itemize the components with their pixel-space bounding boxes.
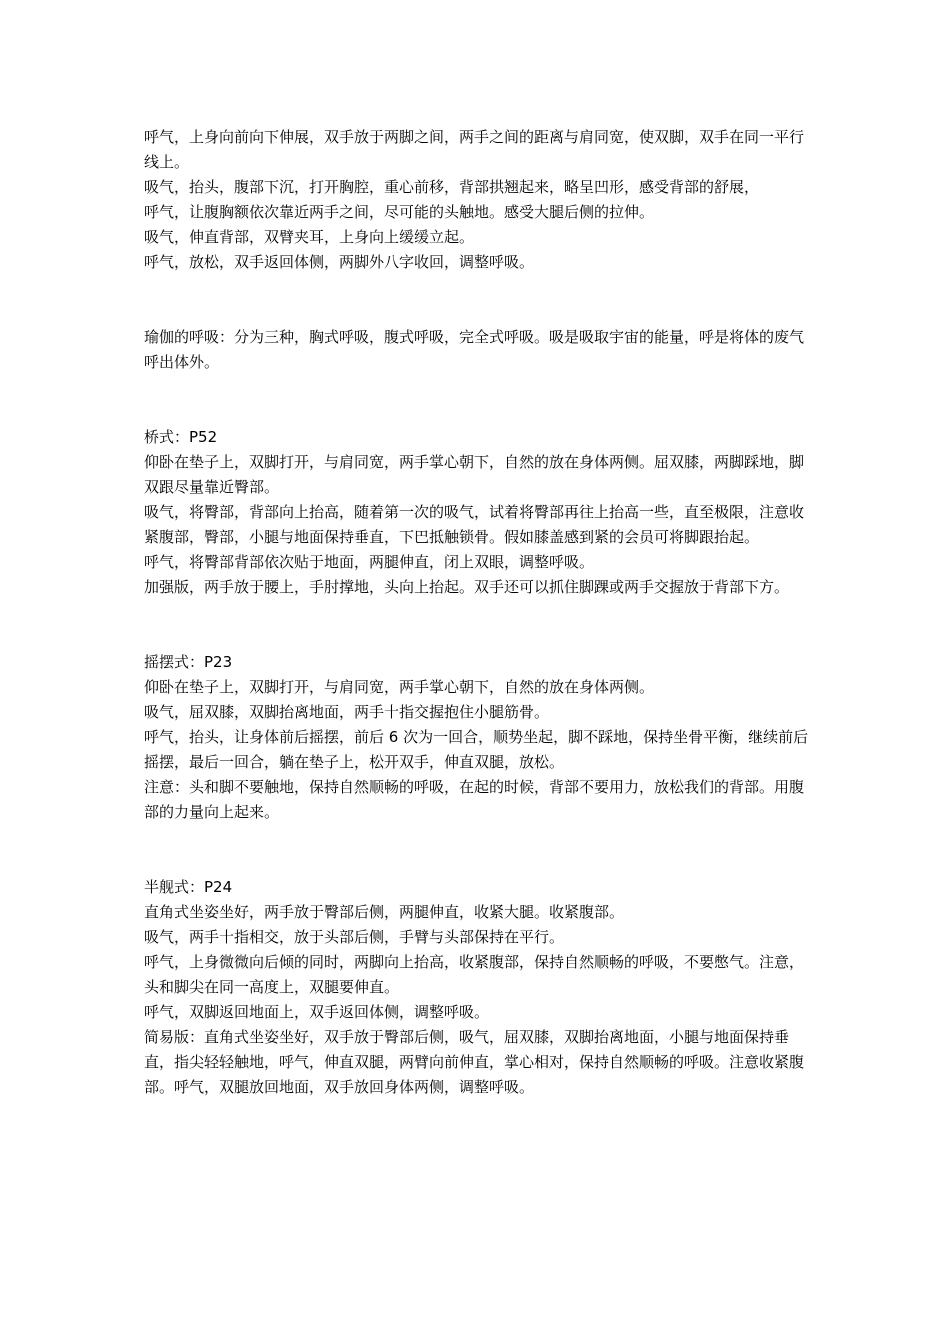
section-title: 桥式：P52 xyxy=(144,428,218,446)
paragraph: 吸气，屈双膝，双脚抬离地面，两手十指交握抱住小腿筋骨。 xyxy=(144,703,550,721)
section-breathing xyxy=(144,325,814,375)
paragraph: 仰卧在垫子上，双脚打开，与肩同宽，两手掌心朝下，自然的放在身体两侧。屈双膝，两脚踩地，脚双跟尽量靠近臀部。 xyxy=(144,453,805,496)
section-half-boat-pose xyxy=(144,875,814,1100)
paragraph: 瑜伽的呼吸：分为三种，胸式呼吸，腹式呼吸，完全式呼吸。吸是吸取宇宙的能量，呼是将体的废气呼出体外。 xyxy=(144,328,805,371)
document-page xyxy=(144,125,814,1100)
paragraph: 吸气，伸直背部，双臂夹耳，上身向上缓缓立起。 xyxy=(144,228,475,246)
spacer xyxy=(144,375,814,425)
section-title: 半舰式：P24 xyxy=(144,878,233,896)
spacer xyxy=(144,825,814,875)
paragraph: 吸气，两手十指相交，放于头部后侧，手臂与头部保持在平行。 xyxy=(144,928,565,946)
section-bridge-pose xyxy=(144,425,814,600)
paragraph: 呼气，将臀部背部依次贴于地面，两腿伸直，闭上双眼，调整呼吸。 xyxy=(144,553,595,571)
paragraph: 注意：头和脚不要触地，保持自然顺畅的呼吸，在起的时候，背部不要用力，放松我们的背部。用腹部的力量向上起来。 xyxy=(144,778,805,821)
paragraph: 直角式坐姿坐好，两手放于臀部后侧，两腿伸直，收紧大腿。收紧腹部。 xyxy=(144,903,625,921)
section-intro xyxy=(144,125,814,275)
paragraph: 呼气，放松，双手返回体侧，两脚外八字收回，调整呼吸。 xyxy=(144,253,535,271)
paragraph: 吸气，抬头，腹部下沉，打开胸腔，重心前移，背部拱翘起来，略呈凹形，感受背部的舒展， xyxy=(144,178,760,196)
paragraph: 吸气，将臀部，背部向上抬高，随着第一次的吸气，试着将臀部再往上抬高一些，直至极限，注意收紧腹部，臀部，小腿与地面保持垂直，下巴抵触锁骨。假如膝盖感到紧的会员可将脚跟抬起。 xyxy=(144,503,805,546)
paragraph: 呼气，上身向前向下伸展，双手放于两脚之间，两手之间的距离与肩同宽，使双脚，双手在同一平行线上。 xyxy=(144,128,805,171)
paragraph: 呼气，抬头，让身体前后摇摆，前后 6 次为一回合，顺势坐起，脚不踩地，保持坐骨平衡，继续前后摇摆，最后一回合，躺在垫子上，松开双手，伸直双腿，放松。 xyxy=(144,728,809,771)
section-title: 摇摆式：P23 xyxy=(144,653,233,671)
section-rocking-pose xyxy=(144,650,814,825)
spacer xyxy=(144,275,814,325)
paragraph: 简易版：直角式坐姿坐好，双手放于臀部后侧，吸气，屈双膝，双脚抬离地面，小腿与地面保持垂直，指尖轻轻触地，呼气，伸直双腿，两臂向前伸直，掌心相对，保持自然顺畅的呼吸。注意收紧腹部。呼气，双腿放回地面，双手放回身体两侧，调整呼吸。 xyxy=(144,1028,805,1096)
spacer xyxy=(144,600,814,650)
paragraph: 加强版，两手放于腰上，手肘撑地，头向上抬起。双手还可以抓住脚踝或两手交握放于背部下方。 xyxy=(144,578,790,596)
paragraph: 仰卧在垫子上，双脚打开，与肩同宽，两手掌心朝下，自然的放在身体两侧。 xyxy=(144,678,655,696)
paragraph: 呼气，双脚返回地面上，双手返回体侧，调整呼吸。 xyxy=(144,1003,490,1021)
paragraph: 呼气，让腹胸额依次靠近两手之间，尽可能的头触地。感受大腿后侧的拉伸。 xyxy=(144,203,655,221)
paragraph: 呼气，上身微微向后倾的同时，两脚向上抬高，收紧腹部，保持自然顺畅的呼吸，不要憋气。注意，头和脚尖在同一高度上，双腿要伸直。 xyxy=(144,953,805,996)
